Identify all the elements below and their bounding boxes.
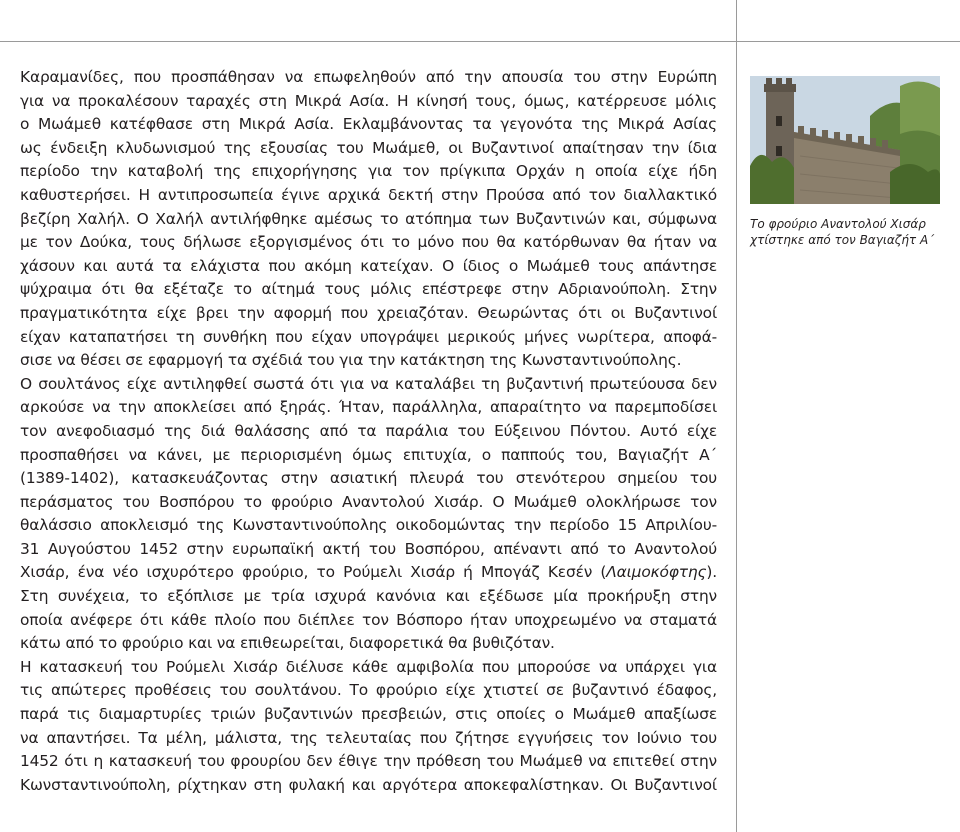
text-fragment: Χισάρ, ένα νέο ισχυρότερο φρούριο, το Ρούμελι Χισάρ ή Μπογάζ Κεσέν ( [20,563,607,582]
text-line: αρκούσε να την αποκλείσει από ξηράς. Ήταν, παράλληλα, απαραίτητο να παρεμποδίσει [20,398,717,417]
text-line: Η κατασκευή του Ρούμελι Χισάρ διέλυσε κάθε αμφιβολία που μπορούσε να υπάρχει για [20,657,717,676]
column-divider [736,0,737,832]
text-line-with-italic [20,561,717,585]
text-line: 1452 ότι η κατασκευή του φρουρίου δεν έθιγε την πρόθεση του Μωάμεθ να επιτεθεί στην [20,752,717,771]
fortress-illustration [750,76,940,204]
body-text [20,66,717,797]
text-line: Καραμανίδες, που προσπάθησαν να επωφεληθούν από την απουσία του στην Ευρώπη [20,68,717,86]
text-line: σισε να θέσει σε εφαρμογή τα σχέδιά του για την κατάκτηση της Κωνσταντινούπολης. [20,351,682,370]
fortress-photo [750,76,940,204]
text-line: θαλάσσιο αποκλεισμό της Κωνσταντινούπολης οικοδομώντας την περίοδο 15 Απριλίου- [20,516,717,535]
text-line: 31 Αυγούστου 1452 στην ευρωπαϊκή ακτή του Βοσπόρου, απέναντι από το Αναντολού [20,539,717,558]
text-line: με τον Δούκα, τους δήλωσε εξοργισμένος ότι το μόνο που θα κατόρθωναν θα ήταν να [20,233,717,252]
text-line: για να προκαλέσουν ταραχές στη Μικρά Ασία. Η κίνησή τους, όμως, κατέρρευσε μόλις [20,91,717,110]
text-line: καθυστερήσει. Η αντιπροσωπεία έγινε αρχικά δεκτή στην Προύσα από τον διαλλακτικό [20,185,717,204]
text-line: περάσματος του Βοσπόρου το φρούριο Αναντολού Χισάρ. Ο Μωάμεθ ολοκλήρωσε τον [20,492,717,511]
text-line: τον ανεφοδιασμό της διά θαλάσσης από τα παράλια του Εύξεινου Πόντου. Αυτό είχε [20,421,717,440]
text-line: ψύχραιμα ότι θα εξέταζε το αίτημά τους μόλις επέστρεφε στην Αδριανούπολη. Στην [20,280,717,299]
header-rule [0,0,960,42]
caption-line: χτίστηκε από τον Βαγιαζήτ Α΄ [750,233,935,247]
text-line: είχαν καταπατήσει τη συνθήκη που είχαν υπογράψει μερικούς μήνες νωρίτερα, αποφά- [20,327,717,346]
text-line: προσπαθήσει να κάνει, με περιορισμένη όμως επιτυχία, ο παππούς του, Βαγιαζήτ Α΄ [20,445,717,464]
text-line: ο Μωάμεθ κατέφθασε στη Μικρά Ασία. Εκλαμβάνοντας τα γεγονότα της Μικρά Ασίας [20,115,717,134]
text-line: ως ένδειξη κλυδωνισμού της εξουσίας του Μωάμεθ, οι Βυζαντινοί απαίτησαν την ίδια [20,138,717,157]
photo-caption [750,216,946,248]
text-line: Ο σουλτάνος είχε αντιληφθεί σωστά ότι για να καταλάβει τη βυζαντινή πρωτεύουσα δεν [20,374,717,393]
text-line: παρά τις διαμαρτυρίες τριών βυζαντινών πρεσβειών, στις οποίες ο Μωάμεθ απαξίωσε [20,705,717,724]
text-line: (1389-1402), κατασκευάζοντας στην ασιατική πλευρά του στενότερου σημείου του [20,469,717,488]
text-line: πραγματικότητα είχε βρει την αφορμή που χρειαζόταν. Θεωρώντας ότι οι Βυζαντινοί [20,303,717,322]
text-line: οποία ανέφερε ότι κάθε πλοίο που διέπλεε τον Βόσπορο ήταν υποχρεωμένο να σταματά [20,610,717,629]
text-line: Κωνσταντινούπολη, ρίχτηκαν στη φυλακή και αργότερα αποκεφαλίστηκαν. Οι Βυζαντινοί [20,775,717,794]
text-line: κάτω από το φρούριο και να επιθεωρείται, διαφορετικά θα βυθιζόταν. [20,634,555,653]
text-line: να απαντήσει. Τα μέλη, μάλιστα, της τελευταίας που ζήτησε εγγυήσεις τον Ιούνιο του [20,728,717,747]
text-line: περίοδο την καταβολή της επιχορήγησης για τον πρίγκιπα Ορχάν η οποία είχε ήδη [20,162,717,181]
text-line: χάσουν και αυτά τα ελάχιστα που ακόμη κατείχαν. Ο ίδιος ο Μωάμεθ τους απάντησε [20,256,717,275]
text-fragment: ). [706,563,717,582]
caption-line: Το φρούριο Αναντολού Χισάρ [750,217,926,231]
italic-term: Λαιμοκόφτης [606,563,707,582]
text-line: Στη συνέχεια, το εξόπλισε με τρία ισχυρά κανόνια και εξέδωσε μία προκήρυξη στην [20,587,717,606]
text-line: τις απώτερες προθέσεις του σουλτάνου. Το φρούριο είχε χτιστεί σε βυζαντινό έδαφος, [20,681,717,700]
text-line: βεζίρη Χαλήλ. Ο Χαλήλ αντιλήφθηκε αμέσως το ατόπημα των Βυζαντινών και, σύμφωνα [20,209,717,228]
